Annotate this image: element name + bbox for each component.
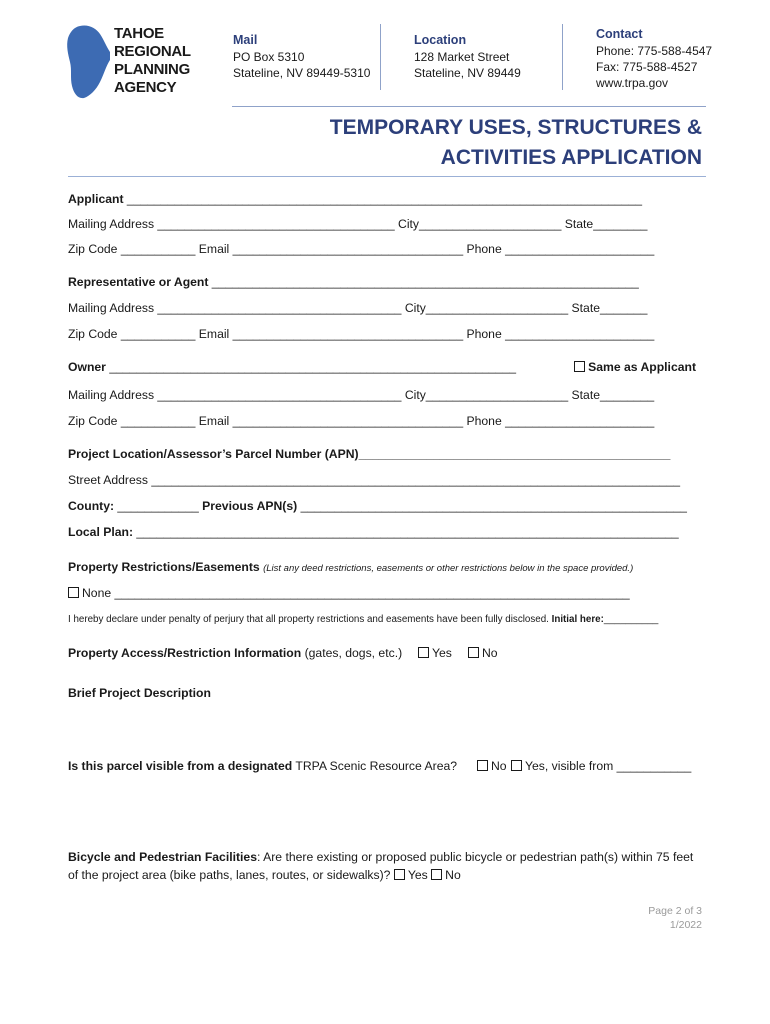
- representative-row[interactable]: [68, 275, 702, 289]
- contact-website[interactable]: www.trpa.gov: [596, 76, 669, 90]
- form-title: [230, 113, 702, 173]
- agency-name-line: AGENCY: [114, 79, 177, 96]
- county-label: County:: [68, 499, 115, 513]
- county-field[interactable]: ____________: [114, 499, 203, 513]
- applicant-label: Applicant: [68, 192, 124, 206]
- initial-label: Initial here:: [551, 614, 604, 625]
- access-yes-checkbox[interactable]: [418, 647, 429, 658]
- mail-line1: PO Box 5310: [233, 50, 305, 64]
- page-footer: [500, 904, 702, 932]
- bike-yes-option[interactable]: [394, 868, 428, 882]
- restrictions-note: (List any deed restrictions, easements or other restrictions below in the space provided.): [263, 563, 634, 574]
- scenic-yes-option[interactable]: [511, 759, 691, 773]
- owner-label: Owner: [68, 360, 106, 374]
- restrictions-label: Property Restrictions/Easements: [68, 560, 260, 574]
- access-label: Property Access/Restriction Information: [68, 646, 302, 660]
- applicant-mailing-row[interactable]: Mailing Address ___________________________________ City_____________________ State________: [68, 217, 648, 231]
- contact-phone: Phone: 775-588-4547: [596, 44, 713, 58]
- location-title: Location: [414, 33, 467, 47]
- applicant-field[interactable]: ____________________________________________________________________________: [123, 192, 643, 206]
- scenic-yes-label: Yes, visible from: [525, 759, 614, 773]
- representative-zip-row[interactable]: Zip Code ___________ Email __________________________________ Phone ______________________: [68, 327, 655, 341]
- bike-label: Bicycle and Pedestrian Facilities: [68, 850, 257, 864]
- location-line2: Stateline, NV 89449: [414, 66, 521, 80]
- scenic-no-label: No: [491, 759, 507, 773]
- previous-apn-field[interactable]: _________________________________________________________: [297, 499, 687, 513]
- bike-row-2: [68, 868, 702, 882]
- access-yes-label: Yes: [432, 646, 452, 660]
- location-block: [414, 33, 521, 81]
- none-checkbox[interactable]: [68, 587, 79, 598]
- local-plan-label: Local Plan:: [68, 525, 134, 539]
- scenic-question-bold: Is this parcel visible from a designated: [68, 759, 293, 773]
- declaration-text: I hereby declare under penalty of perjury that all property restrictions and easements have been fully disclosed.: [68, 614, 549, 625]
- form-title-line2: ACTIVITIES APPLICATION: [440, 146, 702, 169]
- representative-field[interactable]: _______________________________________________________________: [208, 275, 639, 289]
- representative-mailing-row[interactable]: Mailing Address ____________________________________ City_____________________ State_______: [68, 301, 648, 315]
- mail-title: Mail: [233, 33, 258, 47]
- bike-no-label: No: [445, 868, 461, 882]
- title-rule: [68, 176, 706, 177]
- project-location-label: Project Location/Assessor’s Parcel Number (APN): [68, 447, 359, 461]
- location-line1: 128 Market Street: [414, 50, 510, 64]
- bike-row-1: [68, 850, 702, 864]
- owner-field[interactable]: ____________________________________________________________: [105, 360, 517, 374]
- bike-no-option[interactable]: [431, 868, 461, 882]
- same-as-applicant-option[interactable]: [574, 360, 696, 374]
- agency-name-line: TAHOE: [114, 25, 164, 42]
- scenic-question-rest: TRPA Scenic Resource Area?: [292, 759, 458, 773]
- restrictions-row: [68, 560, 702, 574]
- project-location-field[interactable]: ______________________________________________: [358, 447, 671, 461]
- none-label: None: [82, 586, 112, 600]
- project-location-row[interactable]: [68, 447, 702, 461]
- access-note: (gates, dogs, etc.): [301, 646, 403, 660]
- trpa-logo: [66, 24, 196, 100]
- contact-title: Contact: [596, 27, 643, 41]
- agency-name-line: REGIONAL: [114, 43, 191, 60]
- same-as-applicant-label: Same as Applicant: [588, 360, 696, 374]
- scenic-yes-checkbox[interactable]: [511, 760, 522, 771]
- header-divider: [562, 24, 563, 90]
- bike-text-1: : Are there existing or proposed public bicycle or pedestrian path(s) within 75 feet: [257, 850, 694, 864]
- mail-line2: Stateline, NV 89449-5310: [233, 66, 371, 80]
- scenic-no-checkbox[interactable]: [477, 760, 488, 771]
- bike-text-2: of the project area (bike paths, lanes, routes, or sidewalks)?: [68, 868, 391, 882]
- scenic-no-option[interactable]: [477, 759, 507, 773]
- form-title-line1: TEMPORARY USES, STRUCTURES &: [329, 116, 702, 139]
- header-rule: [232, 106, 706, 107]
- contact-fax: Fax: 775-588-4527: [596, 60, 698, 74]
- brief-description-label: Brief Project Description: [68, 686, 211, 700]
- scenic-yes-field[interactable]: ___________: [613, 759, 692, 773]
- agency-name-line: PLANNING: [114, 61, 190, 78]
- bike-yes-checkbox[interactable]: [394, 869, 405, 880]
- access-no-checkbox[interactable]: [468, 647, 479, 658]
- restrictions-none-row[interactable]: [68, 586, 702, 600]
- owner-mailing-row[interactable]: Mailing Address ____________________________________ City_____________________ State________: [68, 388, 655, 402]
- contact-block: [596, 27, 712, 91]
- owner-zip-row[interactable]: Zip Code ___________ Email __________________________________ Phone ______________________: [68, 414, 655, 428]
- applicant-row[interactable]: [68, 192, 702, 206]
- bike-yes-label: Yes: [407, 868, 428, 882]
- initial-field[interactable]: __________: [603, 614, 659, 625]
- same-as-applicant-checkbox[interactable]: [574, 361, 585, 372]
- form-date: 1/2022: [669, 919, 702, 931]
- previous-apn-label: Previous APN(s): [202, 499, 298, 513]
- street-address-row[interactable]: Street Address ______________________________________________________________________________: [68, 473, 681, 487]
- access-row: [68, 646, 702, 660]
- lake-tahoe-icon: [66, 24, 112, 100]
- owner-row[interactable]: [68, 360, 702, 374]
- mail-block: [233, 33, 370, 81]
- header-divider: [380, 24, 381, 90]
- county-row[interactable]: [68, 499, 702, 513]
- access-yes-option[interactable]: [418, 646, 452, 660]
- page-number: Page 2 of 3: [648, 905, 702, 917]
- scenic-question-row: [68, 759, 702, 773]
- access-no-option[interactable]: [468, 646, 498, 660]
- brief-description-area[interactable]: [68, 704, 702, 754]
- bike-no-checkbox[interactable]: [431, 869, 442, 880]
- representative-label: Representative or Agent: [68, 275, 209, 289]
- applicant-zip-row[interactable]: Zip Code ___________ Email __________________________________ Phone ______________________: [68, 242, 655, 256]
- local-plan-field[interactable]: ________________________________________________________________________________: [133, 525, 679, 539]
- declaration-row: [68, 614, 702, 625]
- local-plan-row[interactable]: [68, 525, 702, 539]
- access-no-label: No: [482, 646, 498, 660]
- restrictions-field[interactable]: ____________________________________________________________________________: [111, 586, 630, 600]
